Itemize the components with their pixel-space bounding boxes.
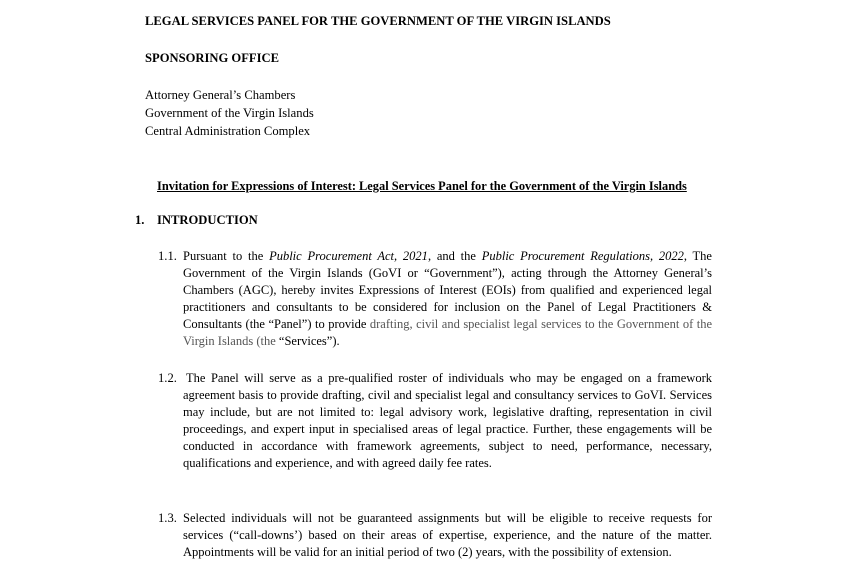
clause-number: 1.1. xyxy=(158,249,177,263)
act-reference: Public Procurement Act, 2021 xyxy=(269,249,428,263)
clause-number: 1.2. xyxy=(158,371,177,385)
clause-text-segment: , and the xyxy=(427,249,482,263)
address-line-1: Attorney General’s Chambers xyxy=(145,88,296,102)
invitation-title: Invitation for Expressions of Interest: Legal Services Panel for the Government of the Virgin Islands xyxy=(157,179,687,193)
clause-number: 1.3. xyxy=(158,511,177,525)
clause-paragraph: Selected individuals will not be guaranteed assignments but will be eligible to receive requests for services (“call-downs’) based on their areas of expertise, experience, and the nature of the matter. Appointments will be valid for an initial period of two (2) years, with the possibility of extension. xyxy=(183,511,712,560)
clause-paragraph: The Panel will serve as a pre-qualified roster of individuals who may be engaged on a framework agreement basis to provide drafting, civil and specialist legal and consultancy services to GoVI. Services may include, but are not limited to: legal advisory work, legislative drafting, representation in civil proceedings, and expert input in specialised areas of legal practice. Further, these engagements will be conducted in accordance with framework agreements, subject to need, performance, necessary, qualifications and experience, and with agreed daily fee rates. xyxy=(183,371,712,471)
clause-text-segment: “Services”). xyxy=(278,334,340,349)
section-number: 1. xyxy=(135,213,145,227)
address-line-2: Government of the Virgin Islands xyxy=(145,106,314,120)
address-line-3: Central Administration Complex xyxy=(145,124,311,138)
clause-text-segment-grey: drafting, civil and specialist legal services to the Government of the Virgin Islands (the xyxy=(183,317,712,349)
clause-paragraph xyxy=(183,248,712,351)
section-title: INTRODUCTION xyxy=(157,213,258,227)
regulations-reference: Public Procurement Regulations, 2022 xyxy=(481,249,684,263)
clause-text-segment: , The Government of the Virgin Islands (GoVI or “Government”), acting through the Attorney General’s Chambers (AGC), hereby invites Expressions of Interest (EOIs) from qualified and experienced legal practitioners and consultants to be considered for inclusion on the Panel of Legal Practitioners & Consultants (the “Panel”) to provide xyxy=(183,249,712,332)
document-title: LEGAL SERVICES PANEL FOR THE GOVERNMENT OF THE VIRGIN ISLANDS xyxy=(145,14,611,28)
sponsoring-office-heading: SPONSORING OFFICE xyxy=(145,51,279,65)
clause-text-segment: Pursuant to the xyxy=(183,249,270,263)
